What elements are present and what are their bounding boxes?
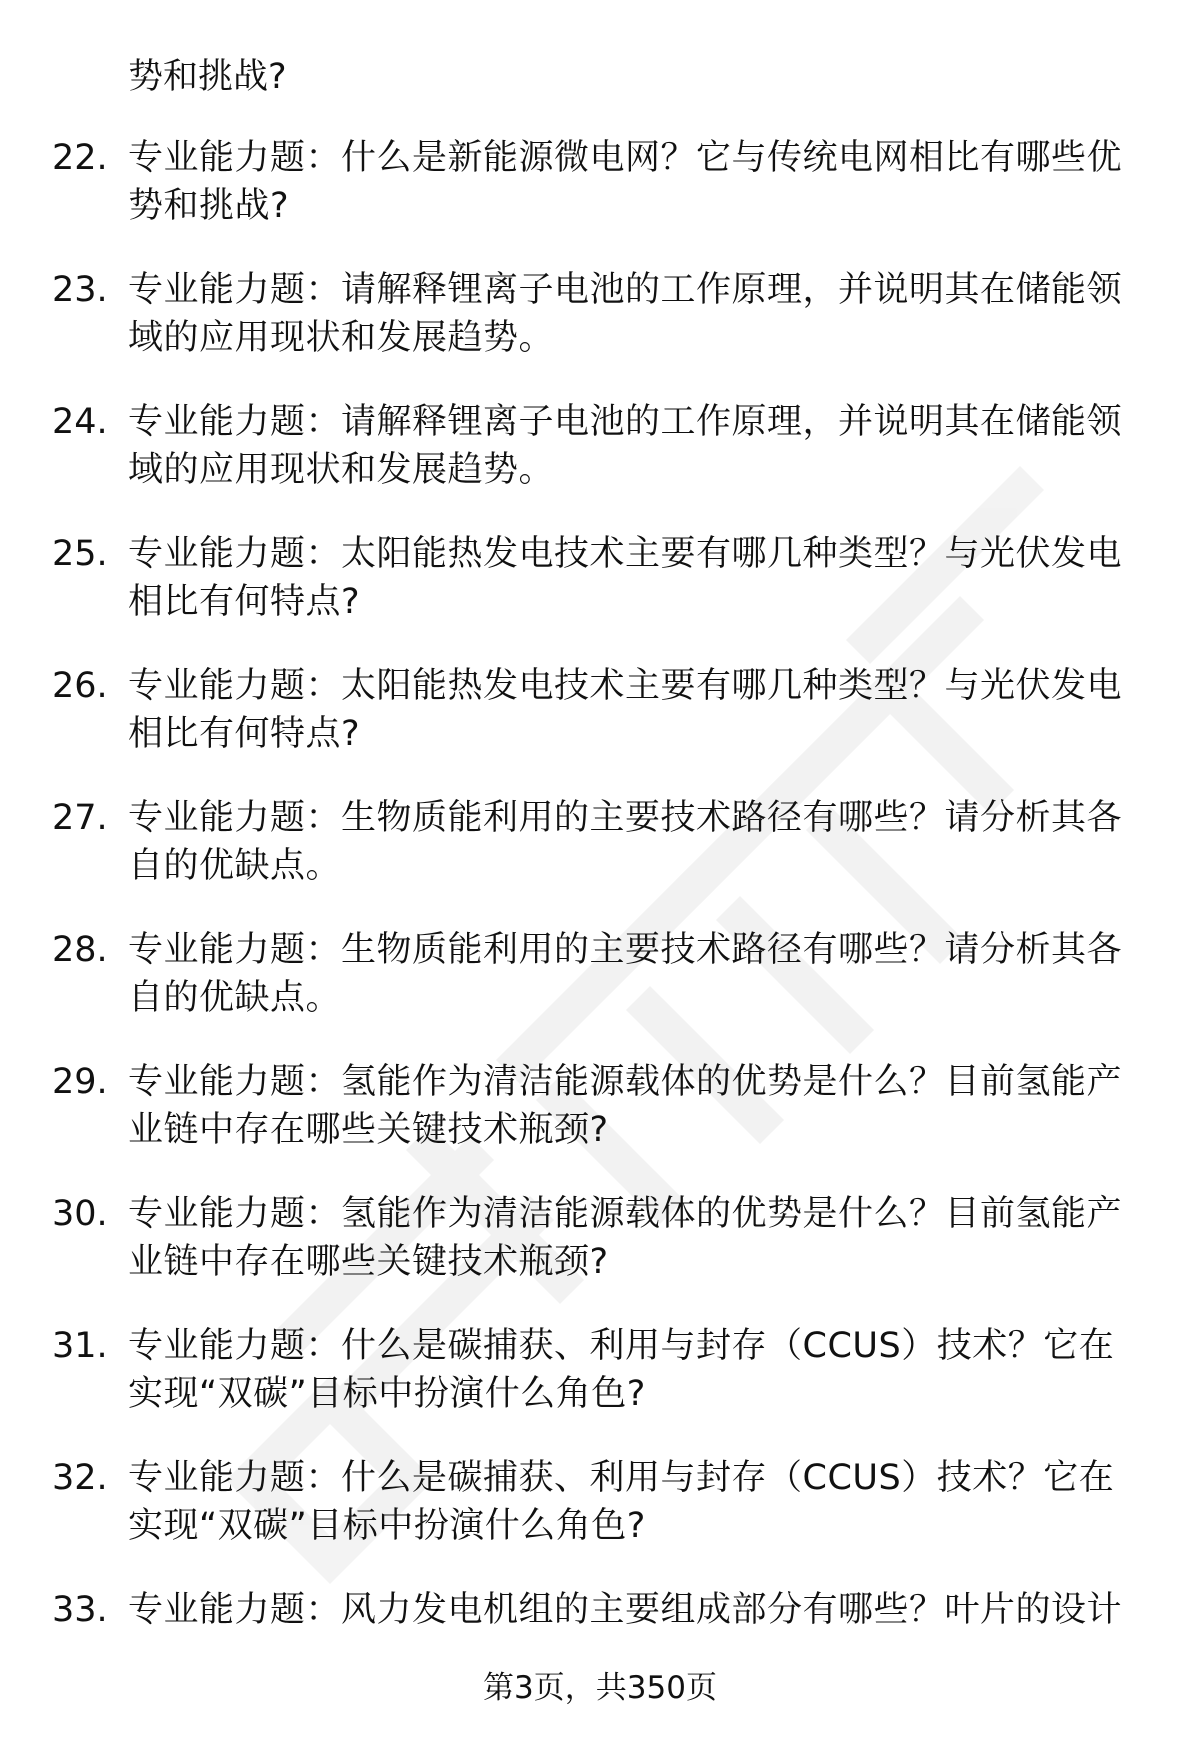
question-item (0, 1322, 1200, 1454)
question-number: 31. (52, 1326, 108, 1366)
question-list (0, 134, 1200, 1718)
question-text: 专业能力题：请解释锂离子电池的工作原理，并说明其在储能领域的应用现状和发展趋势。 (128, 402, 1123, 490)
question-number: 30. (52, 1194, 108, 1234)
question-text: 专业能力题：生物质能利用的主要技术路径有哪些？请分析其各自的优缺点。 (128, 930, 1123, 1018)
question-item (0, 134, 1200, 266)
question-number: 32. (52, 1458, 108, 1498)
question-item (0, 1190, 1200, 1322)
question-item (0, 398, 1200, 530)
question-item (0, 1058, 1200, 1190)
question-number: 33. (52, 1590, 108, 1630)
question-text: 专业能力题：什么是新能源微电网？它与传统电网相比有哪些优势和挑战? (128, 138, 1123, 226)
page-footer: 第3页，共350页 (483, 1670, 717, 1706)
question-number: 23. (52, 270, 108, 310)
question-text: 专业能力题：太阳能热发电技术主要有哪几种类型？与光伏发电相比有何特点? (128, 534, 1123, 622)
question-number: 25. (52, 534, 108, 574)
question-text: 专业能力题：太阳能热发电技术主要有哪几种类型？与光伏发电相比有何特点? (128, 666, 1123, 754)
question-item (0, 662, 1200, 794)
question-item (0, 266, 1200, 398)
question-item (0, 794, 1200, 926)
question-number: 22. (52, 138, 108, 178)
question-text: 专业能力题：什么是碳捕获、利用与封存（CCUS）技术？它在实现“双碳”目标中扮演什么角色? (128, 1458, 1115, 1546)
question-number: 28. (52, 930, 108, 970)
question-item (0, 530, 1200, 662)
continued-question-text: 势和挑战? (128, 57, 287, 97)
question-item (0, 926, 1200, 1058)
question-text: 专业能力题：什么是碳捕获、利用与封存（CCUS）技术？它在实现“双碳”目标中扮演什么角色? (128, 1326, 1115, 1414)
question-text: 专业能力题：生物质能利用的主要技术路径有哪些？请分析其各自的优缺点。 (128, 798, 1123, 886)
question-number: 24. (52, 402, 108, 442)
question-number: 27. (52, 798, 108, 838)
question-text: 专业能力题：氢能作为清洁能源载体的优势是什么？目前氢能产业链中存在哪些关键技术瓶颈? (128, 1194, 1123, 1282)
question-item (0, 1454, 1200, 1586)
question-text: 专业能力题：氢能作为清洁能源载体的优势是什么？目前氢能产业链中存在哪些关键技术瓶颈? (128, 1062, 1123, 1150)
question-number: 29. (52, 1062, 108, 1102)
question-text: 专业能力题：请解释锂离子电池的工作原理，并说明其在储能领域的应用现状和发展趋势。 (128, 270, 1123, 358)
question-text: 专业能力题：风力发电机组的主要组成部分有哪些？叶片的设计 (128, 1590, 1123, 1630)
question-number: 26. (52, 666, 108, 706)
